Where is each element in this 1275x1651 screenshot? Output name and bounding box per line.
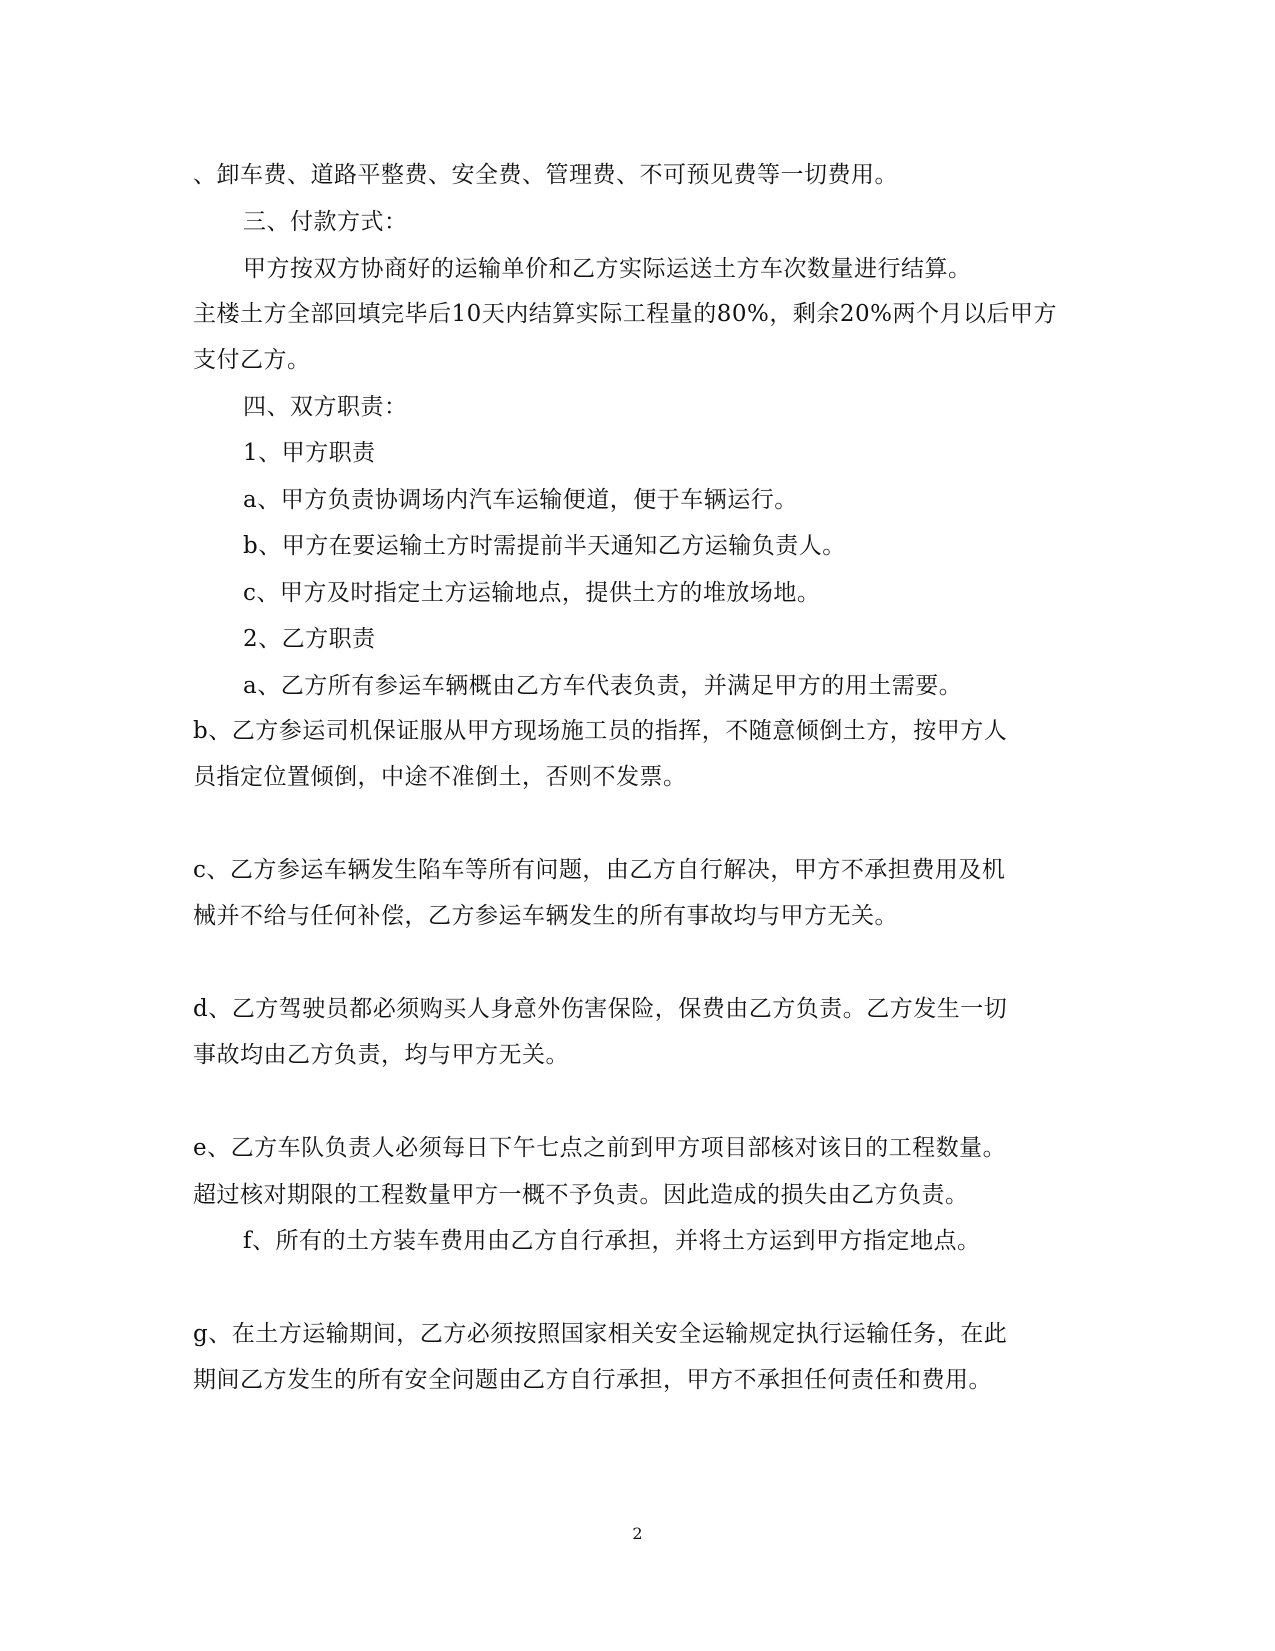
- list-item: f、所有的土方装车费用由乙方自行承担，并将土方运到甲方指定地点。: [243, 1228, 981, 1254]
- text-line: 期间乙方发生的所有安全问题由乙方自行承担，甲方不承担任何责任和费用。: [193, 1367, 992, 1393]
- section-heading-duties: 四、双方职责：: [243, 394, 408, 420]
- page-number: 2: [632, 1524, 643, 1543]
- list-item: g、在土方运输期间，乙方必须按照国家相关安全运输规定执行运输任务，在此: [193, 1321, 1008, 1347]
- list-item: a、乙方所有参运车辆概由乙方车代表负责，并满足甲方的用土需要。: [243, 673, 963, 699]
- text-line: 主楼土方全部回填完毕后10天内结算实际工程量的80%，剩余20%两个月以后甲方: [193, 301, 1058, 327]
- list-item: e、乙方车队负责人必须每日下午七点之前到甲方项目部核对该日的工程数量。: [193, 1135, 1007, 1161]
- list-item: c、甲方及时指定土方运输地点，提供土方的堆放场地。: [243, 580, 821, 606]
- list-item: b、乙方参运司机保证服从甲方现场施工员的指挥，不随意倾倒土方，按甲方人: [193, 718, 1008, 744]
- section-heading-payment: 三、付款方式：: [243, 209, 408, 235]
- list-item: a、甲方负责协调场内汽车运输便道，便于车辆运行。: [243, 487, 798, 513]
- list-item: d、乙方驾驶员都必须购买人身意外伤害保险，保费由乙方负责。乙方发生一切: [193, 996, 1008, 1022]
- text-line: 员指定位置倾倒，中途不准倒土，否则不发票。: [193, 764, 687, 790]
- list-item: b、甲方在要运输土方时需提前半天通知乙方运输负责人。: [243, 533, 846, 559]
- text-line: 事故均由乙方负责，均与甲方无关。: [193, 1042, 569, 1068]
- text-line: 超过核对期限的工程数量甲方一概不予负责。因此造成的损失由乙方负责。: [193, 1182, 969, 1208]
- text-line: 械并不给与任何补偿，乙方参运车辆发生的所有事故均与甲方无关。: [193, 903, 898, 929]
- subsection-heading-party-b: 2、乙方职责: [243, 626, 376, 652]
- subsection-heading-party-a: 1、甲方职责: [243, 440, 376, 466]
- list-item: c、乙方参运车辆发生陷车等所有问题，由乙方自行解决，甲方不承担费用及机: [193, 857, 1006, 883]
- text-line: 甲方按双方协商好的运输单价和乙方实际运送土方车次数量进行结算。: [243, 256, 972, 282]
- text-line: 支付乙方。: [193, 347, 311, 373]
- text-line: 、卸车费、道路平整费、安全费、管理费、不可预见费等一切费用。: [193, 162, 898, 188]
